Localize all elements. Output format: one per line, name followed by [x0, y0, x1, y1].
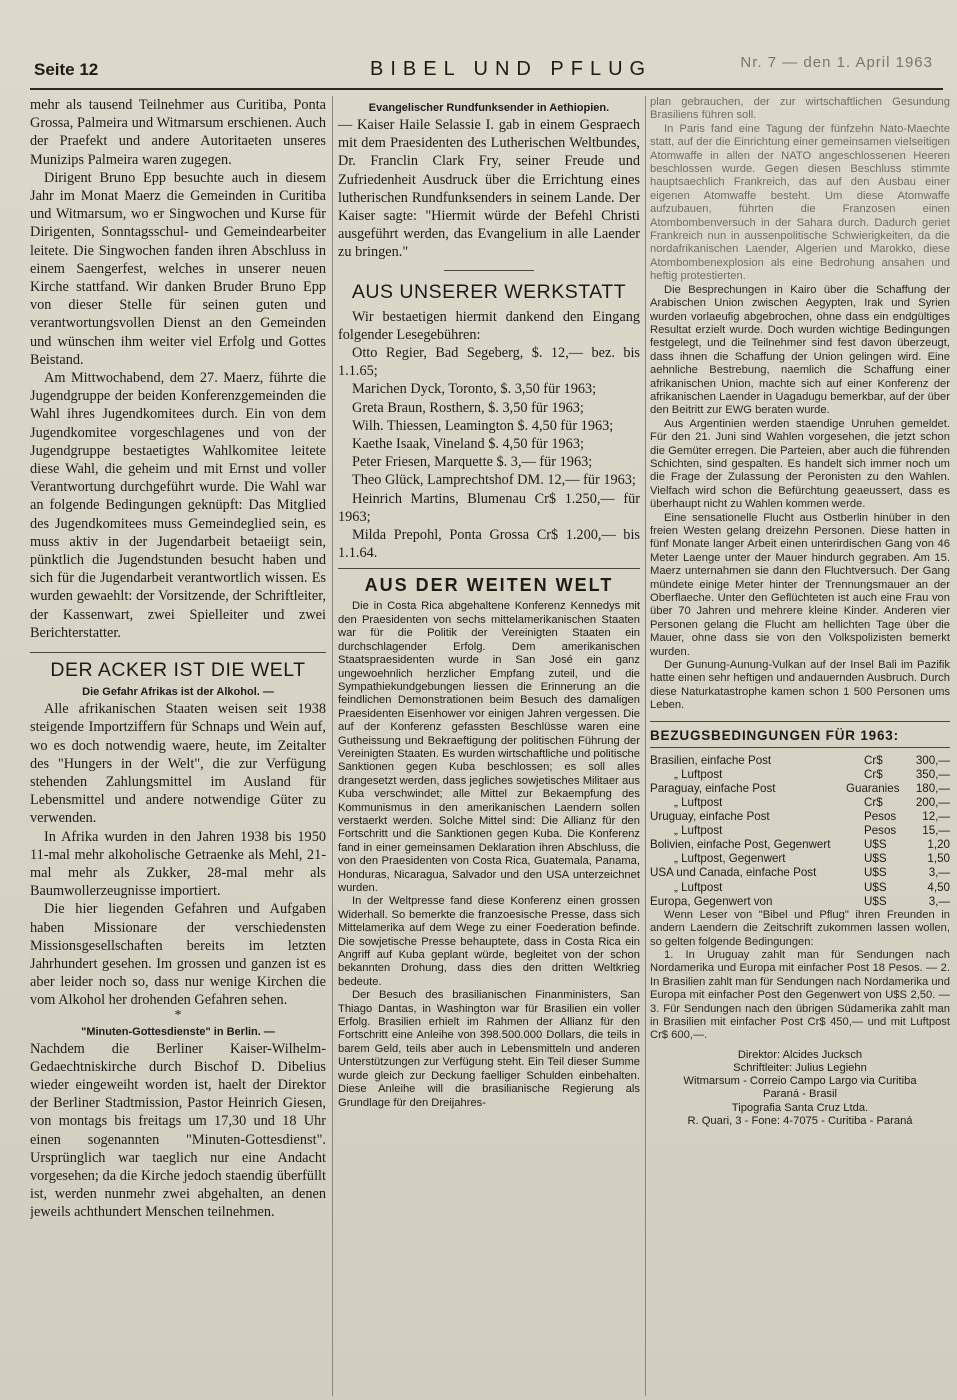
paragraph: In Paris fand eine Tagung der fünfzehn Nato-Maechte statt, auf der die Einrichtung einer gemeinsamen vielseitigen Atomwaffe in allen der NATO angeschlossenen Heeren beschlossen wurde. Gegen diesen Beschluss stimmte hauptsaechlich Frankreich, das auf den Ausbau einer eigenen Atomwaffe besteht. Um diese Atomwaffe aufzubauen, führten die Franzosen einen Atombombenversuch in der Sahara durch. Dadurch geriet Frankreich nun in aussenpolitische Schwierigkeiten, da die nordafrikanischen Laender, Algerien und Marokko, diese Atombombenexplosion als eine Bedrohung ansahen und heftig protestierten. [650, 122, 950, 283]
rates-table [650, 754, 950, 909]
rate-label: USA und Canada, einfache Post [650, 866, 817, 880]
rate-row [650, 881, 950, 895]
imprint-line: Schriftleiter: Julius Legiehn [733, 1061, 867, 1074]
rate-label: „ Luftpost [674, 880, 723, 894]
section-title-bezug: BEZUGSBEDINGUNGEN FÜR 1963: [650, 727, 899, 743]
rate-label: Europa, Gegenwert von [650, 894, 773, 908]
fee-entry: Otto Regier, Bad Segeberg, $. 12,— bez. bis 1.1.65; [338, 345, 640, 380]
paragraph: Dirigent Bruno Epp besuchte auch in diesem Jahr im Monat Maerz die Gemeinden in Curitiba und Witmarsum, wo er Singwochen und Kurse für Dirigenten, Sonntagsschul- und Gemeindearbeiter leitete. Die Singwochen fanden ihren Abschluss in einem Saengerfest, welches in unserer neuen Kirche stattfand. Wir danken Bruder Bruno Epp von dieser Stelle für seinen guten und verantwortungsvollen Dienst an den Gemeinden und wünschen ihm weiter viel Erfolg und Gottes Beistand. [30, 169, 326, 368]
rate-unit: Pesos [864, 810, 897, 824]
column-1 [30, 96, 326, 1396]
paragraph: Aus Argentinien werden staendige Unruhen gemeldet. Für den 21. Juni sind Wahlen vorgesehen, die jetzt schon die Gemüter erregen. Die Parteien, aber auch die führenden Schichten, sind gespalten. Es handelt sich immer noch um die Frage der Zulassung der Peronisten zu den Wahlen. Vielfach wird schon die Befürchtung geaeussert, dass es überhaupt nicht zu Wahlen kommen werde. [650, 417, 950, 511]
rate-row [650, 838, 950, 852]
divider [444, 270, 534, 271]
divider [650, 747, 950, 748]
rate-unit: U$S [864, 838, 887, 852]
rate-row [650, 852, 950, 866]
subhead-berlin: "Minuten-Gottesdienste" in Berlin. — [81, 1025, 275, 1038]
paragraph: Die Besprechungen in Kairo über die Schaffung der Arabischen Union zwischen Aegypten, Irak und Syrien wurden vorlaeufig abgebrochen, ohne dass ein endgültiges Resultat erzielt wurde. Doch wurden wichtige Bedingungen festgelegt, und die Teilnehmer sind fest davon überzeugt, dass ihnen die Schaffung der Union gelingen wird. Eine aehnliche Bestrebung, naemlich die Schaffung einer afrikanischen Union, machte sich auf einer Konferenz der afrikanischen Laender in Uagadugu bemerkbar, auf der über den Beitritt zur EWG beraten wurde. [650, 283, 950, 417]
subhead-alkohol: Die Gefahr Afrikas ist der Alkohol. — [82, 686, 274, 699]
paragraph: 1. In Uruguay zahlt man für Sendungen nach Nordamerika und Europa mit einfacher Post 18 Pesos. — 2. In Brasilien zahlt man für Sendungen nach Nordamerika und Europa mit einfacher Post den Gegenwert von U$S 2,50. — 3. Für Sendungen nach den übrigen Südamerika zahlt man in Brasilien mit einfacher Post Cr$ 450,— und mit Luftpost Cr$ 600,—. [650, 948, 950, 1042]
page-number: Seite 12 [34, 60, 99, 79]
paragraph: Der Gunung-Aunung-Vulkan auf der Insel Bali im Pazifik hatte einen sehr heftigen und andauernden Ausbruch. Durch diese Naturkatastrophe kamen schon 1 500 Personen ums Leben. [650, 659, 950, 712]
masthead-title: BIBEL UND PFLUG [370, 58, 653, 80]
fee-entry: Milda Prepohl, Ponta Grossa Cr$ 1.200,— bis 1.1.64. [338, 527, 640, 562]
rate-unit: Cr$ [864, 753, 883, 767]
paragraph: Wir bestaetigen hiermit dankend den Eingang folgender Lesegebühren: [338, 308, 640, 343]
rate-unit: U$S [864, 852, 887, 866]
rate-value: 15,— [922, 824, 950, 838]
fee-entry: Theo Glück, Lamprechtshof DM. 12,— für 1963; [352, 472, 636, 489]
rate-value: 3,— [928, 894, 950, 908]
rate-label: Brasilien, einfache Post [650, 753, 772, 767]
rate-label: „ Luftpost, Gegenwert [674, 852, 786, 866]
rate-value: 3,— [928, 866, 950, 880]
paragraph: In Afrika wurden in den Jahren 1938 bis 1950 11-mal mehr alkoholische Getraenke als Mehl, 21-mal mehr als Zukker, 28-mal mehr als Baumwollerzeugnisse importiert. [30, 828, 326, 900]
rate-label: Bolivien, einfache Post, Gegenwert [650, 838, 831, 852]
rate-row [650, 768, 950, 782]
rate-unit: Cr$ [864, 795, 883, 809]
section-title-werkstatt: AUS UNSERER WERKSTATT [351, 280, 627, 303]
fee-entry: Heinrich Martins, Blumenau Cr$ 1.250,— für 1963; [338, 490, 640, 525]
imprint-line: R. Quari, 3 - Fone: 4-7075 - Curitiba - Paraná [687, 1114, 913, 1127]
rate-unit: U$S [864, 866, 887, 880]
fee-entry: Wilh. Thiessen, Leamington $. 4,50 für 1963; [352, 417, 614, 434]
section-title-welt: AUS DER WEITEN WELT [364, 575, 614, 596]
divider [650, 721, 950, 722]
paragraph: Nachdem die Berliner Kaiser-Wilhelm-Gedaechtniskirche durch Bischof D. Dibelius wieder eingeweiht worden ist, haelt der Direktor der Berliner Stadtmission, Pastor Heinrich Giesen, von montags bis freitags um 17,30 und 18 Uhr einen sogenannten "Minuten-Gottesdienst". Ursprünglich war taeglich nur eine Andacht vorgesehen; da die Kirche jedoch staendig überfüllt ist, werden nunmehr zwei abgehalten, an denen jeweils achthundert Menschen teilnehmen. [30, 1040, 326, 1221]
column-3 [650, 96, 950, 1396]
rate-unit: Cr$ [864, 767, 883, 781]
fee-entry: Peter Friesen, Marquette $. 3,— für 1963; [352, 454, 593, 471]
rate-label: Paraguay, einfache Post [650, 781, 776, 795]
column-2 [338, 96, 640, 1396]
divider [338, 568, 640, 569]
column-divider [332, 96, 333, 1396]
fee-entry: Kaethe Isaak, Vineland $. 4,50 für 1963; [352, 436, 584, 453]
rate-row [650, 895, 950, 909]
paragraph: Der Besuch des brasilianischen Finanministers, San Thiago Dantas, in Washington war für Brasilien ein voller Erfolg. Brasilien erhielt im Rahmen der Allianz für den Fortschritt eine Anleihe von 398.500.000 Dollars, die teils in barem Geld, teils aber auch in Lebensmitteln und anderen Unterstützungen zur Verfügung steht. Ein Teil dieser Summe wurde gleich zur Deckung faelliger Schulden einbehalten. Diese Anleihe will die brasilianische Regierung als Grundlage für den Dreijahres- [338, 989, 640, 1109]
column-divider [645, 96, 646, 1396]
paragraph: plan gebrauchen, der zur wirtschaftlichen Gesundung Brasiliens führen soll. [650, 96, 950, 122]
rate-value: 180,— [915, 781, 950, 795]
paragraph: In der Weltpresse fand diese Konferenz einen grossen Widerhall. So bemerkte die franzoesische Presse, dass sich Mittelamerika auf dem Wege zu einer Foederation befinde. Die sowjetische Presse behauptete, dass in Costa Rica ein Angriff auf Kuba geplant würde, begleitet von der schon bekannten Drohung, dass dies den dritten Weltkrieg bedeute. [338, 895, 640, 988]
rate-value: 200,— [915, 795, 950, 809]
rate-row [650, 810, 950, 824]
rate-value: 12,— [922, 810, 950, 824]
rate-row [650, 866, 950, 880]
imprint [650, 1049, 950, 1128]
paragraph: Wenn Leser von "Bibel und Pflug" ihren Freunden in andern Laendern die Zeitschrift zukommen lassen wollen, so gelten folgende Bedingungen: [650, 908, 950, 948]
rate-unit: Guaranies [846, 781, 900, 795]
page-header [30, 54, 943, 90]
rate-value: 350,— [915, 767, 950, 781]
divider [30, 652, 326, 653]
rate-value: 1,50 [927, 852, 950, 866]
issue-date: Nr. 7 — den 1. April 1963 [740, 54, 933, 71]
rate-row [650, 824, 950, 838]
rate-label: Uruguay, einfache Post [650, 810, 770, 824]
imprint-line: Direktor: Alcides Jucksch [737, 1048, 863, 1061]
rate-unit: U$S [864, 880, 887, 894]
rate-label: „ Luftpost [674, 795, 723, 809]
section-title-acker: DER ACKER IST DIE WELT [50, 659, 306, 682]
fee-entry: Greta Braun, Rosthern, $. 3,50 für 1963; [352, 399, 584, 416]
rate-value: 300,— [915, 753, 950, 767]
paragraph: mehr als tausend Teilnehmer aus Curitiba, Ponta Grossa, Palmeira und Witmarsum erschienen. Auch der Praefekt und andere Autoritaeten unseres Munizips Palmeira waren zugegen. [30, 97, 326, 168]
imprint-line: Tipografia Santa Cruz Ltda. [731, 1101, 869, 1114]
rate-row [650, 754, 950, 768]
paragraph: Am Mittwochabend, dem 27. Maerz, führte die Jugendgruppe der beiden Konferenzgemeinden die Wahl ihres Jugendkomitees durch. Ein von dem Jugendkomitee vorgeschlagenes und von der Jugendgruppe bestaetigtes Wahlkomitee leitete diese Wahl, die geheim und mit Ernst und voller Verantwortung durchgeführt wurde. Die Wahl war an folgende Bedingungen geknüpft: Das Mitglied des Jugendkomitees muss Gemeindeglied sein, es muss aktiv in der Jugendarbeit betaeiigt sein, pünktlich die Jugendstunden besucht haben und sich für die Jugendarbeit verantwortlich wissen. Es wurden gewaehlt: der Vorsitzende, der Schriftleiter, der Kassenwart, zwei Spielleiter und zwei Berichterstatter. [30, 370, 326, 641]
paragraph: — Kaiser Haile Selassie I. gab in einem Gespraech mit dem Praesidenten des Lutherischen Weltbundes, Dr. Franclin Clark Fry, seiner Freude und Zufriedenheit Ausdruck über die Errichtung eines lutherischen Rundfunksenders in seinem Lande. Der Kaiser sagte: "Hiermit würde der Befehl Christi ausgeführt werden, das Evangelium in alle Laender zu bringen." [338, 117, 640, 261]
rate-unit: Pesos [864, 824, 897, 838]
imprint-line: Witmarsum - Correio Campo Largo via Curitiba [683, 1075, 917, 1088]
imprint-line: Paraná - Brasil [763, 1088, 837, 1101]
paragraph: Alle afrikanischen Staaten weisen seit 1938 steigende Importziffern für Schnaps und Wein auf, wo es doch notwendig waere, heute, im Zeitalter des "Hungers in der Welt", die zur Verfügung stehenden Zahlungsmittel im Ausland für Lebensmittel und andere notwendige Güter zu verwenden. [30, 701, 326, 827]
paragraph: Die in Costa Rica abgehaltene Konferenz Kennedys mit den Praesidenten von sechs mittelamerikanischen Staaten war für die Politik der Vereinigten Staaten ein durchschlagender Erfolg. Dem amerikanischen Staatspraesidenten wurde in San José ein ganz ungewoehnlich herzlicher Empfang zuteil, und die Sympathiekundgebungen liessen die Erinnerung an die feindlichen Demonstrationen beim Besuch des damaligen Praesidenten Eisenhower vor einigen Jahren vergessen. Die auf der Konferenz gefassten Beschlüsse waren eine Gutheissung und Bekraeftigung der politischen Führung der Vereinigten Staaten. Es wurden wirtschaftliche und politische Sanktionen gegen Kuba beschlossen; es soll alles drangesetzt werden, dass jegliches sowjetisches Militaer aus Kuba verschwindet; alle Mittel zur Bekaempfung des Kommunismus in den amerikanischen Laendern sollen verstaerkt werden. Solche Mittel sind: Die Allianz für den Fortschritt und die Sanktionen gegen Kuba. Die Konferenz fand in einer gemeinsamen Deklaration ihren Abschluss, die von den Praesidenten von Costa Rica, Guatemala, Panama, Honduras, Nicaragua, Salvador und den USA unterzeichnet wurden. [338, 600, 640, 894]
star-separator: * [174, 1007, 182, 1023]
rate-value: 4,50 [927, 880, 950, 894]
rate-row [650, 782, 950, 796]
fee-entry: Marichen Dyck, Toronto, $. 3,50 für 1963; [352, 381, 597, 398]
rate-value: 1,20 [927, 838, 950, 852]
paragraph: Eine sensationelle Flucht aus Ostberlin hinüber in den freien Westen gelang dreizehn Personen. Diese hatten in fünf Monate langer Arbeit einen unterirdischen Gang von 46 Meter Laenge unter der Mauer hindurch gegraben. Am 15. Maerz unternahmen sie dann den Fluchtversuch. Der Gang mündete einige Meter hinter der Trennungsmauer an der Oberflaeche. Unter den Geflüchteten ist auch eine Frau von über 70 Jahren und mehrere kleine Kinder. Anderen vier Personen gelang die Flucht am hellichten Tage über die Mauer, ohne dass sie von den Volkspolizisten bemerkt wurden. [650, 511, 950, 658]
rate-label: „ Luftpost [674, 767, 723, 781]
subhead-aethiopien: Evangelischer Rundfunksender in Aethiopien. [368, 102, 610, 114]
rate-label: „ Luftpost [674, 824, 723, 838]
rate-unit: U$S [864, 894, 887, 908]
paragraph: Die hier liegenden Gefahren und Aufgaben haben Missionare der verschiedensten Missionsgesellschaften bereits im letzten Jahrhundert gesehen. Im grossen und ganzen ist es aber leider noch so, dass nur wenige Kirchen die vom Alkohol her drohenden Gefahren sehen. [30, 901, 326, 1009]
rate-row [650, 796, 950, 810]
